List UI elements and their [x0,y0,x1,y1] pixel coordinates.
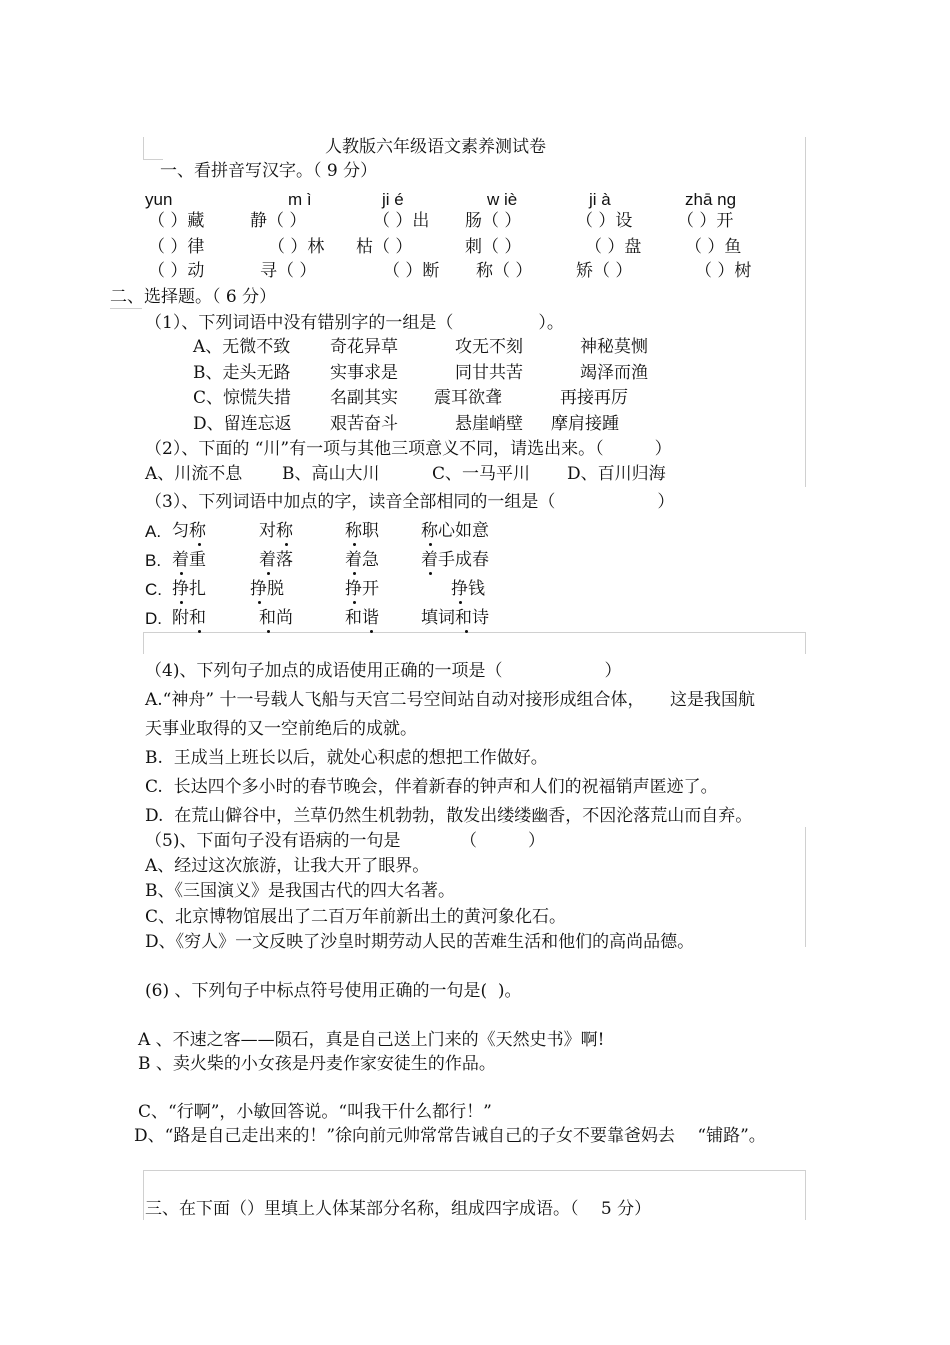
blank-item: 称（ ） [476,261,533,281]
blank-item: （ ）盘 [585,237,642,257]
section1-heading: 一、看拼音写汉字。（ 9 分） [160,161,378,181]
blank-item: （ ）出 [373,211,430,231]
pinyin: yun [145,190,173,209]
option: 悬崖峭壁 [455,414,523,434]
page-title: 人教版六年级语文素养测试卷 [325,137,546,157]
option: 匀称 [172,521,206,541]
option: 震耳欲聋 [434,388,502,408]
section2-heading: 二、选择题。（ 6 分） [110,287,277,307]
emphasis-dot [353,572,356,575]
section3-heading: 三、在下面（）里填上人体某部分名称，组成四字成语。（ 5 分） [145,1199,652,1219]
option: D、留连忘返 [193,414,292,434]
option: 天事业取得的又一空前绝后的成就。 [145,719,417,739]
emphasis-dot [370,630,373,633]
option: 名副其实 [330,388,398,408]
pinyin: ji é [382,190,404,209]
pinyin: zhā ng [685,190,737,209]
emphasis-dot [285,543,288,546]
option-letter: C. [145,580,162,599]
blank-item: （ ）开 [677,211,734,231]
border-line [143,159,163,160]
emphasis-dot [267,572,270,575]
option: 称职 [345,521,379,541]
emphasis-dot [465,630,468,633]
blank-item: （ ）设 [576,211,633,231]
option: 挣钱 [451,579,485,599]
option: 摩肩接踵 [551,414,619,434]
option: D、《穷人》一文反映了沙皇时期劳动人民的苦难生活和他们的高尚品德。 [145,932,695,952]
emphasis-dot [198,543,201,546]
border-line [143,1170,144,1220]
blank-item: （ ）断 [383,261,440,281]
option: 和尚 [259,608,293,628]
option: C. 长达四个多小时的春节晚会，伴着新春的钟声和人们的祝福销声匿迹了。 [145,777,718,797]
option: 艰苦奋斗 [330,414,398,434]
emphasis-dot [198,630,201,633]
option-letter: B. [145,551,162,570]
question-3-stem: （3）、下列词语中加点的字，读音全部相同的一组是（ ） [145,492,675,512]
question-5-stem: （5)、下面句子没有语病的一句是 （ ） [145,831,545,851]
option: A.“神舟” 十一号载人飞船与天宫二号空间站自动对接形成组合体， 这是我国航 [145,690,755,710]
border-line [805,632,806,654]
emphasis-dot [353,543,356,546]
option: B、高山大川 [282,464,380,484]
option: B. 王成当上班长以后，就处心积虑的想把工作做好。 [145,748,548,768]
blank-item: 枯（ ） [356,237,413,257]
border-line [143,1170,805,1171]
emphasis-dot [353,601,356,604]
option: 着落 [259,550,293,570]
blank-item: 矫（ ） [576,261,633,281]
blank-item: 肠（ ） [465,211,522,231]
option: A、川流不息 [145,464,243,484]
option: 挣扎 [172,579,206,599]
option: 挣脱 [250,579,284,599]
option: C、惊慌失措 [193,388,292,408]
border-line [143,632,144,654]
option: C、一马平川 [432,464,531,484]
blank-item: 寻（ ） [260,261,317,281]
blank-item: （ ）鱼 [685,237,742,257]
option: 奇花异草 [330,337,398,357]
pinyin: w iè [487,190,518,209]
option: 着重 [172,550,206,570]
option: D、百川归海 [567,464,666,484]
option: A、无微不致 [193,337,291,357]
blank-item: （ ）藏 [148,211,205,231]
border-line [805,1170,806,1220]
option: 对称 [259,521,293,541]
border-line [143,632,805,633]
option: A 、不速之客——陨石，真是自己送上门来的《天然史书》啊! [138,1030,605,1050]
option: 攻无不刻 [455,337,523,357]
option: A、经过这次旅游，让我大开了眼界。 [145,856,430,876]
emphasis-dot [180,572,183,575]
option: C、北京博物馆展出了二百万年前新出土的黄河象化石。 [145,907,567,927]
blank-item: 静（ ） [250,211,307,231]
question-2-stem: （2）、下面的 “川”有一项与其他三项意义不同，请选出来。（ ） [145,439,672,459]
option: C、“行啊”，小敏回答说。“叫我干什么都行！” [138,1102,492,1122]
option: 着手成春 [421,550,489,570]
option: 称心如意 [421,521,489,541]
option: 同甘共苦 [455,363,523,383]
border-line [143,137,144,159]
option: 和谐 [345,608,379,628]
option: D、“路是自己走出来的！”徐向前元帅常常告诫自己的子女不要靠爸妈去 “铺路”。 [134,1126,766,1146]
option: 竭泽而渔 [580,363,648,383]
option-letter: A. [145,522,162,541]
option: B、走头无路 [193,363,291,383]
option: 挣开 [345,579,379,599]
blank-item: 刺（ ） [465,237,522,257]
option: 实事求是 [330,363,398,383]
option-letter: D. [145,609,162,628]
blank-item: （ ）动 [148,261,205,281]
emphasis-dot [429,543,432,546]
border-line [805,827,806,947]
pinyin: m ì [288,190,312,209]
blank-item: （ ）律 [148,237,205,257]
question-4-stem: （4)、下列句子加点的成语使用正确的一项是（ ） [145,661,622,681]
blank-item: （ ）林 [268,237,325,257]
border-line [110,308,142,309]
option: 再接再厉 [560,388,628,408]
emphasis-dot [459,601,462,604]
option: 附和 [172,608,206,628]
option: B、《三国演义》是我国古代的四大名著。 [145,881,455,901]
option: D. 在荒山僻谷中，兰草仍然生机勃勃，散发出缕缕幽香，不因沦落荒山而自弃。 [145,806,753,826]
option: 神秘莫恻 [580,337,648,357]
emphasis-dot [267,630,270,633]
question-1-stem: （1）、下列词语中没有错别字的一组是（ ）。 [145,313,564,333]
emphasis-dot [429,572,432,575]
option: 着急 [345,550,379,570]
emphasis-dot [180,601,183,604]
pinyin: ji à [589,190,611,209]
border-line [805,137,806,487]
question-6-stem: (6) 、下列句子中标点符号使用正确的一句是( )。 [145,981,522,1001]
option: B 、卖火柴的小女孩是丹麦作家安徒生的作品。 [138,1054,496,1074]
emphasis-dot [258,601,261,604]
option: 填词和诗 [421,608,489,628]
blank-item: （ ）树 [695,261,752,281]
